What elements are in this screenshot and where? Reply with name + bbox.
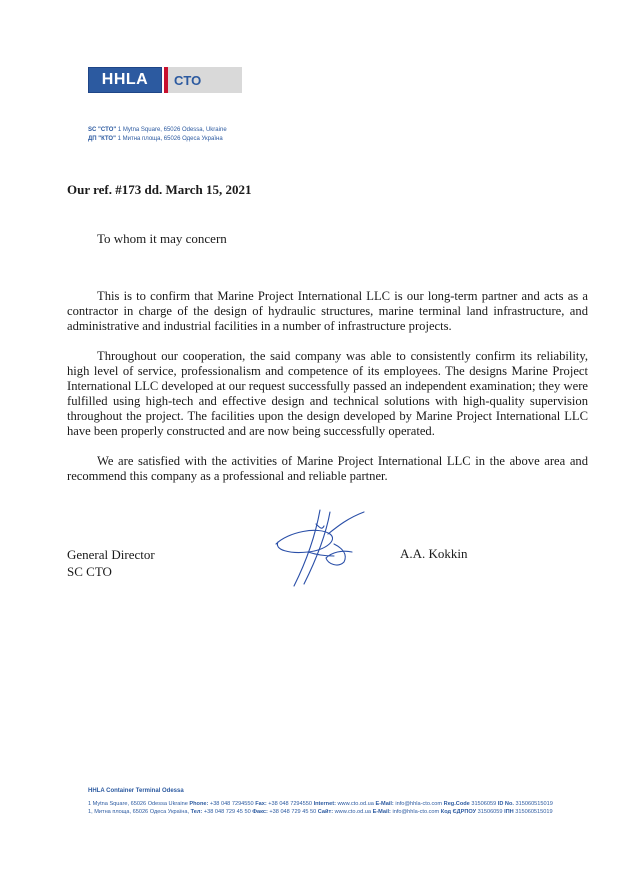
sender-name-en: SC "CTO"	[88, 127, 117, 133]
footer-company: HHLA Container Terminal Odessa	[88, 788, 184, 794]
paragraph-1: This is to confirm that Marine Project International LLC is our long-term partner and acts as a contractor in charge of the design of hydraulic structures, marine terminal land infrastructure, and administrative and industrial facilities in a number of infrastructure projects.	[67, 289, 588, 333]
footer-ua-ipn: 315060515019	[515, 809, 553, 815]
paragraph-3: We are satisfied with the activities of Marine Project International LLC in the above area and recommend this company as a professional and reliable partner.	[67, 454, 588, 483]
footer-en-email: info@hhla-cto.com	[395, 801, 443, 807]
handwritten-signature	[268, 504, 378, 592]
sender-addr-ua: 1 Митна площа, 65026 Одеса Україна	[117, 135, 223, 142]
footer-ua-site: www.cto.od.ua	[334, 809, 372, 815]
footer-en-email-label: E-Mail:	[375, 801, 394, 807]
salutation: To whom it may concern	[97, 231, 227, 246]
footer-line-en	[88, 800, 588, 808]
sender-line-ua	[88, 135, 227, 144]
footer-en-internet: www.cto.od.ua	[337, 801, 374, 807]
paragraph-2: Throughout our cooperation, the said company was able to consistently confirm its reliability, high level of service, professionalism and competence of its employees. The designs Marine Project International LLC developed at our request successfully passed an independent examination; they were fulfilled using high-tech and effective design and technical solutions with high-quality supervision throughout the project. The facilities upon the design developed by Marine Project International LLC have been properly constructed and are now being successfully operated.	[67, 349, 588, 438]
footer-en-id: 315060515019	[515, 801, 553, 807]
footer-en-address: 1 Mytna Square, 65026 Odessa Ukraine	[88, 801, 188, 807]
footer	[88, 787, 588, 816]
sender-line-en	[88, 126, 227, 135]
signatory-name: A.A. Kokkin	[400, 546, 468, 561]
footer-ua-phone: +38 048 729 45 50	[203, 809, 251, 815]
footer-en-fax-label: Fax:	[255, 801, 267, 807]
footer-line-ua	[88, 808, 588, 816]
footer-en-internet-label: Internet:	[313, 801, 336, 807]
footer-ua-phone-label: Тел:	[190, 809, 203, 815]
letter-body	[67, 289, 588, 499]
footer-en-phone: +38 048 7294550	[209, 801, 254, 807]
sender-addr-en: 1 Mytna Square, 65026 Odessa, Ukraine	[117, 127, 227, 133]
signatory-organization: SC CTO	[67, 564, 112, 579]
footer-ua-fax: +38 048 729 45 50	[269, 809, 317, 815]
sender-address	[88, 126, 227, 143]
sender-name-ua: ДП "КТО"	[88, 135, 116, 142]
footer-ua-fax-label: Факс:	[252, 809, 268, 815]
signatory-title	[67, 546, 155, 580]
footer-ua-address: 1, Митна площа, 65026 Одеса Україна,	[88, 809, 190, 815]
footer-en-reg-label: Reg.Code	[443, 801, 470, 807]
reference-line: Our ref. #173 dd. March 15, 2021	[67, 182, 252, 197]
footer-ua-email: info@hhla-cto.com	[392, 809, 440, 815]
footer-en-id-label: ID No.	[497, 801, 514, 807]
footer-ua-email-label: E-Mail:	[372, 809, 391, 815]
footer-ua-code: 31506059	[477, 809, 503, 815]
footer-ua-code-label: Код ЄДРПОУ	[440, 809, 477, 815]
footer-en-reg: 31506059	[471, 801, 497, 807]
footer-ua-site-label: Сайт:	[317, 809, 334, 815]
footer-en-phone-label: Phone:	[189, 801, 209, 807]
logo-hhla: HHLA	[88, 67, 162, 93]
logo-cto: CTO	[168, 67, 242, 93]
company-logo	[88, 67, 242, 93]
signatory-position: General Director	[67, 547, 155, 562]
footer-en-fax: +38 048 7294550	[268, 801, 312, 807]
footer-ua-ipn-label: ІПН	[504, 809, 514, 815]
